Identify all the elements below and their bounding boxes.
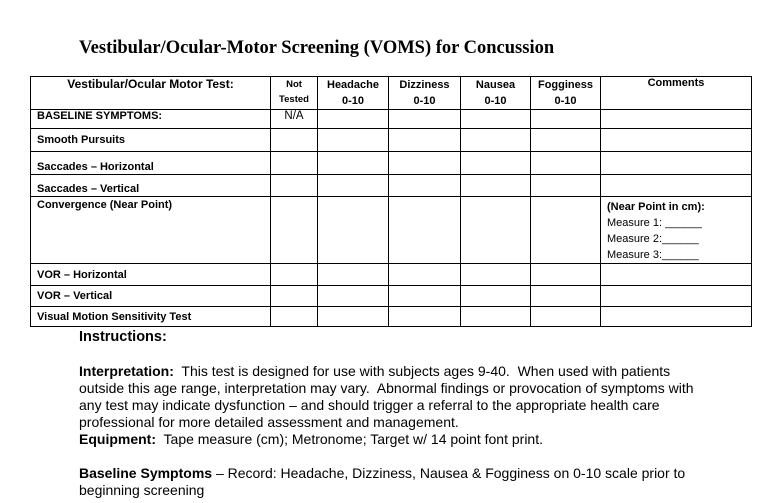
comments-cell[interactable] <box>601 264 752 286</box>
headache-cell[interactable] <box>318 152 389 175</box>
nausea-cell[interactable] <box>461 110 531 129</box>
row-label-smooth-pursuits: Smooth Pursuits <box>31 129 271 152</box>
row-label-saccades-vertical: Saccades – Vertical <box>31 175 271 197</box>
table-row <box>31 129 752 152</box>
table-row <box>31 264 752 286</box>
table-row <box>31 307 752 327</box>
interpretation-label: Interpretation: <box>79 363 174 379</box>
table-row <box>31 110 752 129</box>
header-not-tested-line1: Not <box>286 79 302 90</box>
not-tested-cell[interactable] <box>271 307 318 327</box>
fogginess-cell[interactable] <box>531 175 601 197</box>
headache-cell[interactable] <box>318 175 389 197</box>
dizziness-cell[interactable] <box>389 110 461 129</box>
header-headache-line1: Headache <box>327 79 379 91</box>
nausea-cell[interactable] <box>461 129 531 152</box>
fogginess-cell[interactable] <box>531 307 601 327</box>
headache-cell[interactable] <box>318 129 389 152</box>
instructions-heading: Instructions: <box>79 329 167 345</box>
headache-cell[interactable] <box>318 307 389 327</box>
comments-cell[interactable] <box>601 175 752 197</box>
comments-cell[interactable] <box>601 152 752 175</box>
fogginess-cell[interactable] <box>531 197 601 264</box>
table-row <box>31 152 752 175</box>
header-test: Vestibular/Ocular Motor Test: <box>31 77 271 110</box>
dizziness-cell[interactable] <box>389 129 461 152</box>
nausea-cell[interactable] <box>461 152 531 175</box>
equipment-paragraph <box>79 431 719 448</box>
nausea-cell[interactable] <box>461 264 531 286</box>
fogginess-cell[interactable] <box>531 129 601 152</box>
fogginess-cell[interactable] <box>531 286 601 307</box>
measure-3-field[interactable]: Measure 3:______ <box>607 249 699 261</box>
not-tested-cell[interactable] <box>271 197 318 264</box>
table-row <box>31 286 752 307</box>
nausea-cell[interactable] <box>461 197 531 264</box>
dizziness-cell[interactable] <box>389 197 461 264</box>
nausea-cell[interactable] <box>461 175 531 197</box>
dizziness-cell[interactable] <box>389 175 461 197</box>
document-title: Vestibular/Ocular-Motor Screening (VOMS) for Concussion <box>79 38 555 58</box>
voms-table <box>30 76 752 327</box>
row-label-vor-vertical: VOR – Vertical <box>31 286 271 307</box>
header-dizziness-line2: 0-10 <box>413 95 436 107</box>
header-nausea-line2: 0-10 <box>484 95 507 107</box>
header-fogginess <box>531 77 601 110</box>
headache-cell[interactable] <box>318 264 389 286</box>
row-label-visual-motion: Visual Motion Sensitivity Test <box>31 307 271 327</box>
row-label-vor-horizontal: VOR – Horizontal <box>31 264 271 286</box>
interpretation-paragraph <box>79 363 719 431</box>
fogginess-cell[interactable] <box>531 152 601 175</box>
header-row <box>31 77 752 110</box>
headache-cell[interactable] <box>318 197 389 264</box>
nausea-cell[interactable] <box>461 286 531 307</box>
header-comments: Comments <box>601 77 752 110</box>
dizziness-cell[interactable] <box>389 264 461 286</box>
table-row <box>31 175 752 197</box>
header-not-tested-line2: Tested <box>279 94 309 105</box>
dizziness-cell[interactable] <box>389 152 461 175</box>
row-label-baseline: BASELINE SYMPTOMS: <box>31 110 271 129</box>
instructions-section <box>79 329 719 499</box>
header-fogginess-line2: 0-10 <box>554 95 577 107</box>
interpretation-text: This test is designed for use with subjects ages 9-40. When used with patients outside this age range, interpretation may vary. Abnormal findings or provocation of symptoms with any test may indicate dysfunction – and should trigger a referral to the appropriate health care professional for more detailed assessment and management. <box>79 363 698 430</box>
header-headache-line2: 0-10 <box>341 95 365 107</box>
dizziness-cell[interactable] <box>389 286 461 307</box>
equipment-label: Equipment: <box>79 431 156 447</box>
headache-cell[interactable] <box>318 110 389 129</box>
fogginess-cell[interactable] <box>531 110 601 129</box>
row-label-saccades-horizontal: Saccades – Horizontal <box>31 152 271 175</box>
headache-cell[interactable] <box>318 286 389 307</box>
header-not-tested <box>271 77 318 110</box>
header-dizziness <box>389 77 461 110</box>
measure-1-field[interactable]: Measure 1: ______ <box>607 217 702 229</box>
fogginess-cell[interactable] <box>531 264 601 286</box>
header-nausea <box>461 77 531 110</box>
not-tested-cell[interactable] <box>271 129 318 152</box>
not-tested-cell[interactable] <box>271 264 318 286</box>
comments-cell[interactable] <box>601 129 752 152</box>
nausea-cell[interactable] <box>461 307 531 327</box>
header-fogginess-line1: Fogginess <box>537 79 593 91</box>
equipment-text: Tape measure (cm); Metronome; Target w/ 14 point font print. <box>156 431 543 447</box>
dizziness-cell[interactable] <box>389 307 461 327</box>
convergence-comments-cell[interactable] <box>601 197 752 264</box>
near-point-heading: (Near Point in cm): <box>607 201 705 213</box>
not-tested-cell[interactable] <box>271 175 318 197</box>
not-tested-cell[interactable] <box>271 152 318 175</box>
not-tested-cell[interactable] <box>271 286 318 307</box>
header-nausea-line1: Nausea <box>475 79 516 91</box>
header-dizziness-line1: Dizziness <box>399 79 450 91</box>
measure-2-field[interactable]: Measure 2:______ <box>607 233 699 245</box>
header-headache <box>318 77 389 110</box>
baseline-paragraph <box>79 465 719 499</box>
baseline-text: – Record: Headache, Dizziness, Nausea & Fogginess on 0-10 scale prior to beginning screening <box>79 465 686 498</box>
comments-cell[interactable] <box>601 286 752 307</box>
row-label-convergence: Convergence (Near Point) <box>31 197 271 264</box>
not-tested-cell: N/A <box>271 110 318 129</box>
comments-cell[interactable] <box>601 307 752 327</box>
baseline-label: Baseline Symptoms <box>79 465 213 481</box>
comments-cell[interactable] <box>601 110 752 129</box>
table-row <box>31 197 752 264</box>
